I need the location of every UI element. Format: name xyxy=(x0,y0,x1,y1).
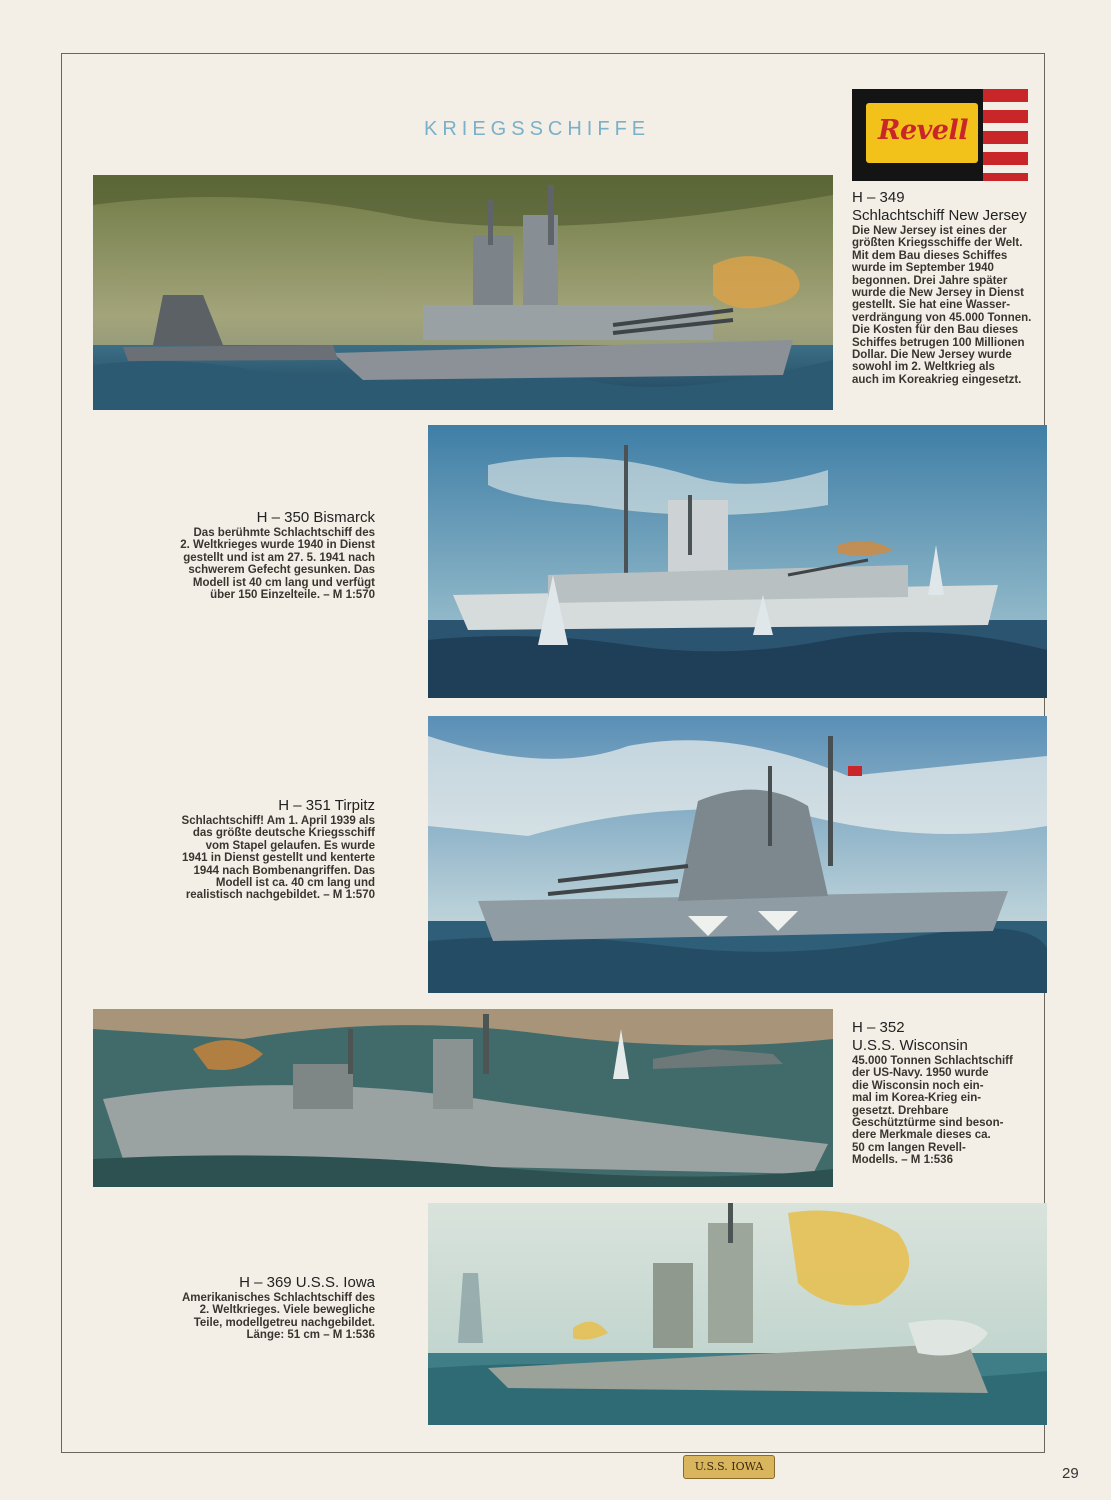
item-h351-description: Schlachtschiff! Am 1. April 1939 als das größte deutsche Kriegsschiff vom Stapel gelaufen. Es wurde 1941 in Dienst gestellt und kenterte 1944 nach Bombenangriffen. Das Modell ist ca. 40 cm lang und realistisch nachgebildet. – M 1:570 xyxy=(181,815,375,902)
revell-logo-wordmark: Revell xyxy=(878,115,968,146)
illustration-tirpitz xyxy=(428,716,1047,993)
item-h349-code: H – 349 xyxy=(852,189,905,206)
item-h369-description: Amerikanisches Schlachtschiff des 2. Weltkrieges. Viele bewegliche Teile, modellgetreu nachgebildet. Länge: 51 cm – M 1:536 xyxy=(181,1292,375,1342)
iowa-nameplate: U.S.S. IOWA xyxy=(683,1455,775,1479)
page-heading: KRIEGSSCHIFFE xyxy=(424,118,651,140)
illustration-iowa xyxy=(428,1203,1047,1473)
illustration-new-jersey xyxy=(93,175,833,410)
item-h351 xyxy=(145,797,375,902)
item-h350-code: H – 350 Bismarck xyxy=(256,509,375,526)
item-h349-description: Die New Jersey ist eines der größten Kriegsschiffe der Welt. Mit dem Bau dieses Schiffes wurde im September 1940 begonnen. Drei Jahre später wurde die New Jersey in Dienst gestellt. Sie hat eine Wasser- verdrängung von 45.000 Tonnen. Die Kosten für den Bau dieses Schiffes betrugen 100 Millionen Dollar. Die New Jersey wurde sowohl im 2. Weltkrieg als auch im Koreakrieg eingesetzt. xyxy=(852,225,1032,386)
item-h352-name: U.S.S. Wisconsin xyxy=(852,1037,968,1054)
item-h350-description: Das berühmte Schlachtschiff des 2. Weltkrieges wurde 1940 in Dienst gestellt und ist am 27. 5. 1941 nach schwerem Gefecht gesunken. Das Modell ist 40 cm lang und verfügt über 150 Einzelteile. – M 1:570 xyxy=(180,527,375,602)
item-h349-name: Schlachtschiff New Jersey xyxy=(852,207,1027,224)
item-h351-code: H – 351 Tirpitz xyxy=(278,797,375,814)
revell-logo xyxy=(852,89,1028,181)
page-number: 29 xyxy=(1062,1465,1079,1482)
item-h369 xyxy=(145,1274,375,1342)
item-h352-code: H – 352 xyxy=(852,1019,905,1036)
item-h349 xyxy=(852,189,1047,386)
item-h350 xyxy=(145,509,375,601)
illustration-bismarck xyxy=(428,425,1047,698)
item-h369-code: H – 369 U.S.S. Iowa xyxy=(239,1274,375,1291)
illustration-wisconsin xyxy=(93,1009,833,1187)
item-h352-description: 45.000 Tonnen Schlachtschiff der US-Navy. 1950 wurde die Wisconsin noch ein- mal im Korea-Krieg ein- gesetzt. Drehbare Geschütztürme sind beson- dere Merkmale dieses ca. 50 cm langen Revell- Modells. – M 1:536 xyxy=(852,1055,1013,1167)
item-h352 xyxy=(852,1019,1047,1167)
